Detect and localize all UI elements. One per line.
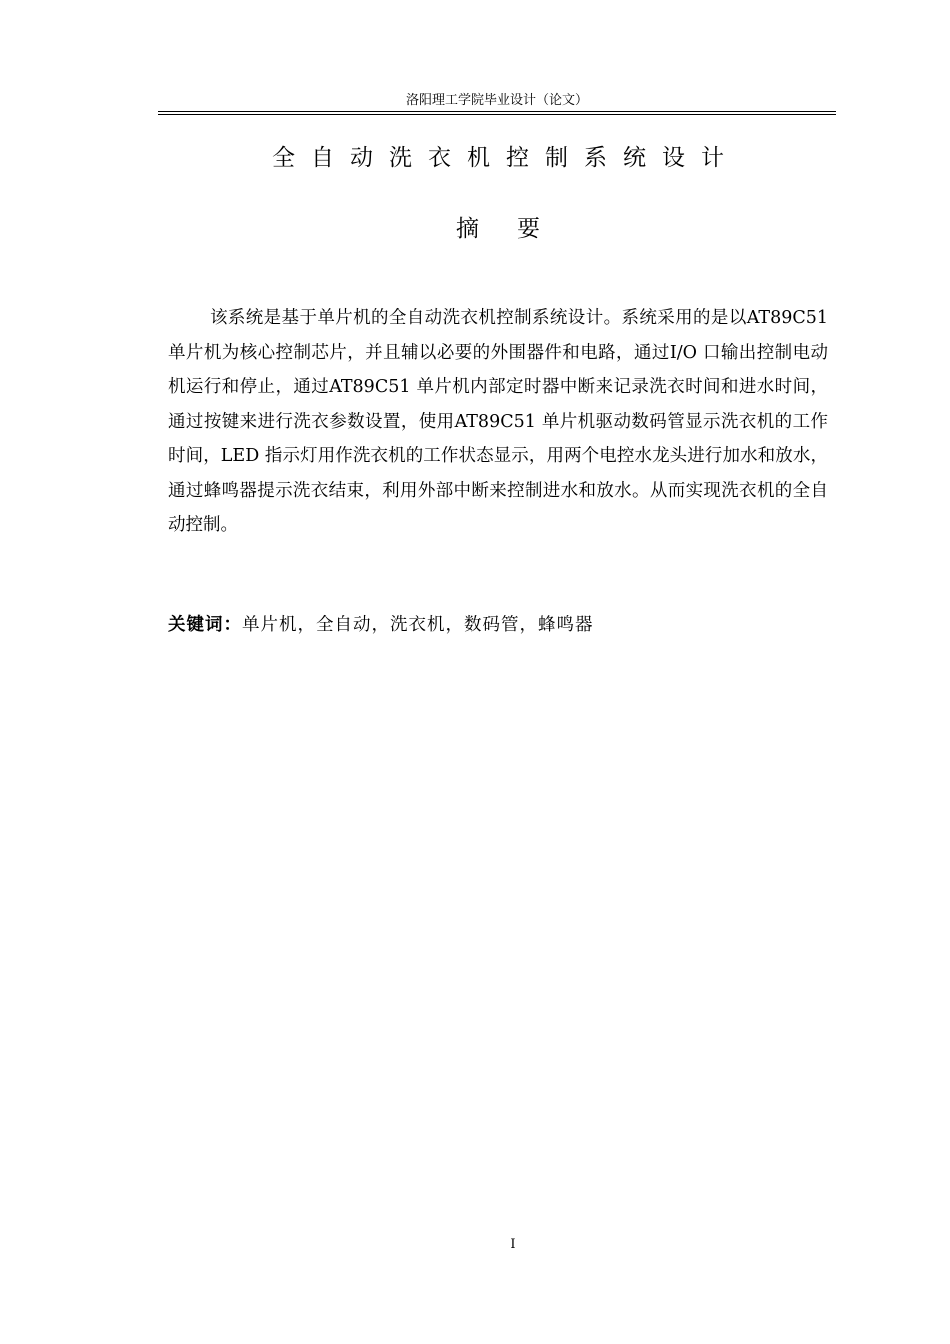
header-rule-thin <box>158 114 836 115</box>
abstract-heading: 摘要 <box>456 216 578 242</box>
header-rule <box>158 111 836 112</box>
running-header: 洛阳理工学院毕业设计（论文） <box>405 93 588 108</box>
keywords-text: 单片机，全自动，洗衣机，数码管，蜂鸣器 <box>242 615 594 635</box>
abstract-body: 该系统是基于单片机的全自动洗衣机控制系统设计。系统采用的是以AT89C51 单片机为核心控制芯片，并且辅以必要的外围器件和电路，通过I/O 口输出控制电动机运行和停止，通过AT89C51 单片机内部定时器中断来记录洗衣时间和进水时间，通过按键来进行洗衣参数设置，使用AT89C51 单片机驱动数码管显示洗衣机的工作时间，LED 指示灯用作洗衣机的工作状态显示，用两个电控水龙头进行加水和放水，通过蜂鸣器提示洗衣结束，利用外部中断来控制进水和放水。从而实现洗衣机的全自动控制。 <box>168 308 828 535</box>
keywords-line <box>168 608 828 642</box>
page-number: I <box>510 1237 516 1252</box>
keywords-label: 关键词： <box>168 615 242 635</box>
document-title: 全自动洗衣机控制系统设计 <box>272 145 740 171</box>
